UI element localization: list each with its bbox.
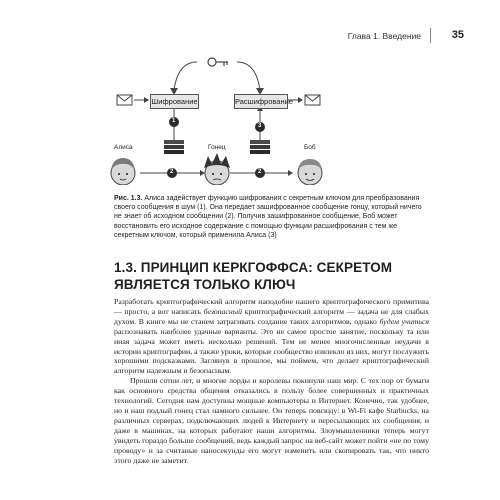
decrypt-box: Расшифрование xyxy=(234,94,288,109)
encrypt-box: Шифрование xyxy=(150,94,199,109)
key-arrow-right xyxy=(237,62,260,90)
p1-part-b: криптографический алгоритм — задача не для слабых духом. В книге мы не станем затрагивать создание таких алгоритмов, однако xyxy=(114,306,429,326)
scrambled-message-icon-right xyxy=(250,140,270,154)
section-heading: 1.3. ПРИНЦИП КЕРКГОФФСА: СЕКРЕТОМ ЯВЛЯЕТСЯ ТОЛЬКО КЛЮЧ xyxy=(114,260,393,292)
key-icon xyxy=(208,58,228,66)
paragraph-2: Прошли сотни лет, и многие лорды и королевы покинули наш мир. С тех пор от бумаги как основного средства общения отказались в пользу более совершенных и практичных технологий. Сегодня нам доступны мощные компьютеры и Интернет. Конечно, так удобнее, но и наш подлый гонец стал намного сильнее. Он теперь повсюду: в Wi-Fi кафе Starbucks, на различных серверах, подключающих людей к Интернету и пересылающих их сообщения, и даже в машинах, на которых работают наши алгоритмы. Злоумышленники теперь могут увидеть гораздо больше сообщений, ведь каждый запрос на веб-сайт может пойти «не по тому проводу» и за считаные наносекунды его могут изменить или скопировать так, что никто этого даже не заметит. xyxy=(114,376,429,465)
p1-part-a: Разработать криптографический алгоритм наподобие нашего криптографического примитива — просто, а вот написать xyxy=(114,297,429,316)
alice-label: Алиса xyxy=(114,144,133,151)
step-2-number-right: 2 xyxy=(258,169,262,175)
caption-label: Рис. 1.3. xyxy=(114,195,143,202)
arrowhead-decrypt-to-env xyxy=(298,97,303,103)
envelope-icon-right xyxy=(305,95,320,105)
page-number: 35 xyxy=(451,29,464,41)
scrambled-message-icon-left xyxy=(164,140,184,154)
body-text xyxy=(114,297,429,465)
arrowhead-messenger-to-bob xyxy=(288,170,293,176)
arrowhead-alice-to-messenger xyxy=(200,170,205,176)
step-2-number-left: 2 xyxy=(170,169,174,175)
paragraph-1 xyxy=(114,297,429,376)
p1-part-c: распознавать наиболее удачные варианты. Это не самое простое занятие, поскольку та или иная задача может иметь несколько решений. Тем не менее многочисленные неудачи в истории криптографии, а также уроки, которые сообщество извлекло из них, могут послужить хорошими подсказками. Заглянув в прошлое, мы поймем, что делает криптографический алгоритм надежным и безопасным. xyxy=(114,326,429,376)
messenger-label: Гонец xyxy=(208,144,226,151)
bob-avatar xyxy=(298,159,322,185)
caption-text: Алиса задействует функцию шифрования с секретным ключом для преобразования своего сообщения в шум (1). Она передает зашифрованное сообщение гонцу, который ничего не знает об исходном сообщении (2). Получив зашифрованное сообщение, Боб может восстановить его исходное содержание с помощью функции расшифрования с тем же секретным ключом, который применила Алиса (3) xyxy=(114,195,422,239)
header-divider xyxy=(430,28,431,43)
p1-emphasis-1: безопасный xyxy=(203,306,242,316)
running-header xyxy=(290,30,464,44)
figure-caption xyxy=(114,194,424,240)
bob-label: Боб xyxy=(304,144,316,151)
figure-diagram xyxy=(100,50,430,185)
messenger-avatar xyxy=(204,153,230,185)
p1-emphasis-2: будем учиться xyxy=(379,316,429,326)
key-arrow-left xyxy=(174,62,197,90)
step-1-number: 1 xyxy=(172,118,176,124)
chapter-title: Глава 1. Введение xyxy=(347,31,421,41)
step-3-number: 3 xyxy=(258,123,262,129)
encryption-figure xyxy=(100,50,430,185)
envelope-icon-left xyxy=(117,95,132,105)
alice-avatar xyxy=(111,158,135,185)
arrowhead-env-to-encrypt xyxy=(144,97,149,103)
